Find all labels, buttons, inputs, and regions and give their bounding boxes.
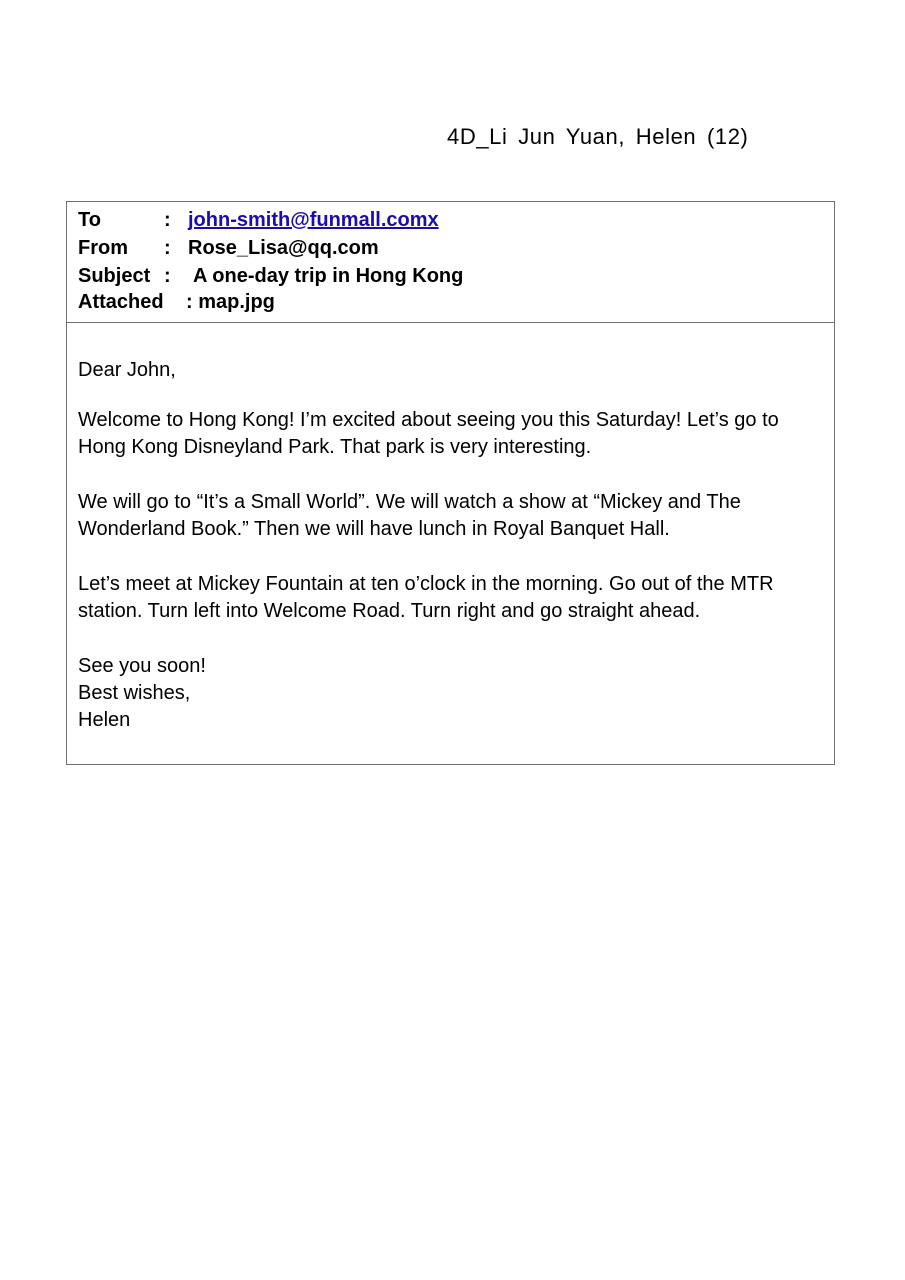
to-email-link[interactable]: john-smith@funmall.comx: [188, 209, 439, 231]
subject-value: A one-day trip in Hong Kong: [193, 265, 464, 287]
attachment-name[interactable]: : map.jpg: [186, 291, 275, 313]
paragraph-2-line-2: Wonderland Book.” Then we will have lunch in Royal Banquet Hall.: [78, 518, 670, 540]
paragraph-1-line-1: Welcome to Hong Kong! I’m excited about seeing you this Saturday! Let’s go to: [78, 409, 779, 431]
from-email: Rose_Lisa@qq.com: [188, 237, 379, 259]
subject-colon: :: [164, 265, 171, 287]
paragraph-1-line-2: Hong Kong Disneyland Park. That park is very interesting.: [78, 436, 592, 458]
from-label: From: [78, 237, 128, 259]
student-name-label: 4D_Li Jun Yuan, Helen (12): [447, 124, 749, 149]
signature: Helen: [78, 709, 131, 731]
to-label: To: [78, 209, 101, 231]
email-header: [66, 201, 835, 323]
to-colon: :: [164, 209, 171, 231]
greeting: Dear John,: [78, 359, 176, 381]
paragraph-3-line-2: station. Turn left into Welcome Road. Turn right and go straight ahead.: [78, 600, 701, 622]
paragraph-3-line-1: Let’s meet at Mickey Fountain at ten o’clock in the morning. Go out of the MTR: [78, 573, 774, 595]
from-colon: :: [164, 237, 171, 259]
paragraph-2-line-1: We will go to “It’s a Small World”. We will watch a show at “Mickey and The: [78, 491, 741, 513]
closing-line-1: See you soon!: [78, 655, 206, 677]
attached-label: Attached: [78, 291, 164, 313]
subject-label: Subject: [78, 265, 151, 287]
email-body: [66, 323, 835, 765]
closing-line-2: Best wishes,: [78, 682, 191, 704]
